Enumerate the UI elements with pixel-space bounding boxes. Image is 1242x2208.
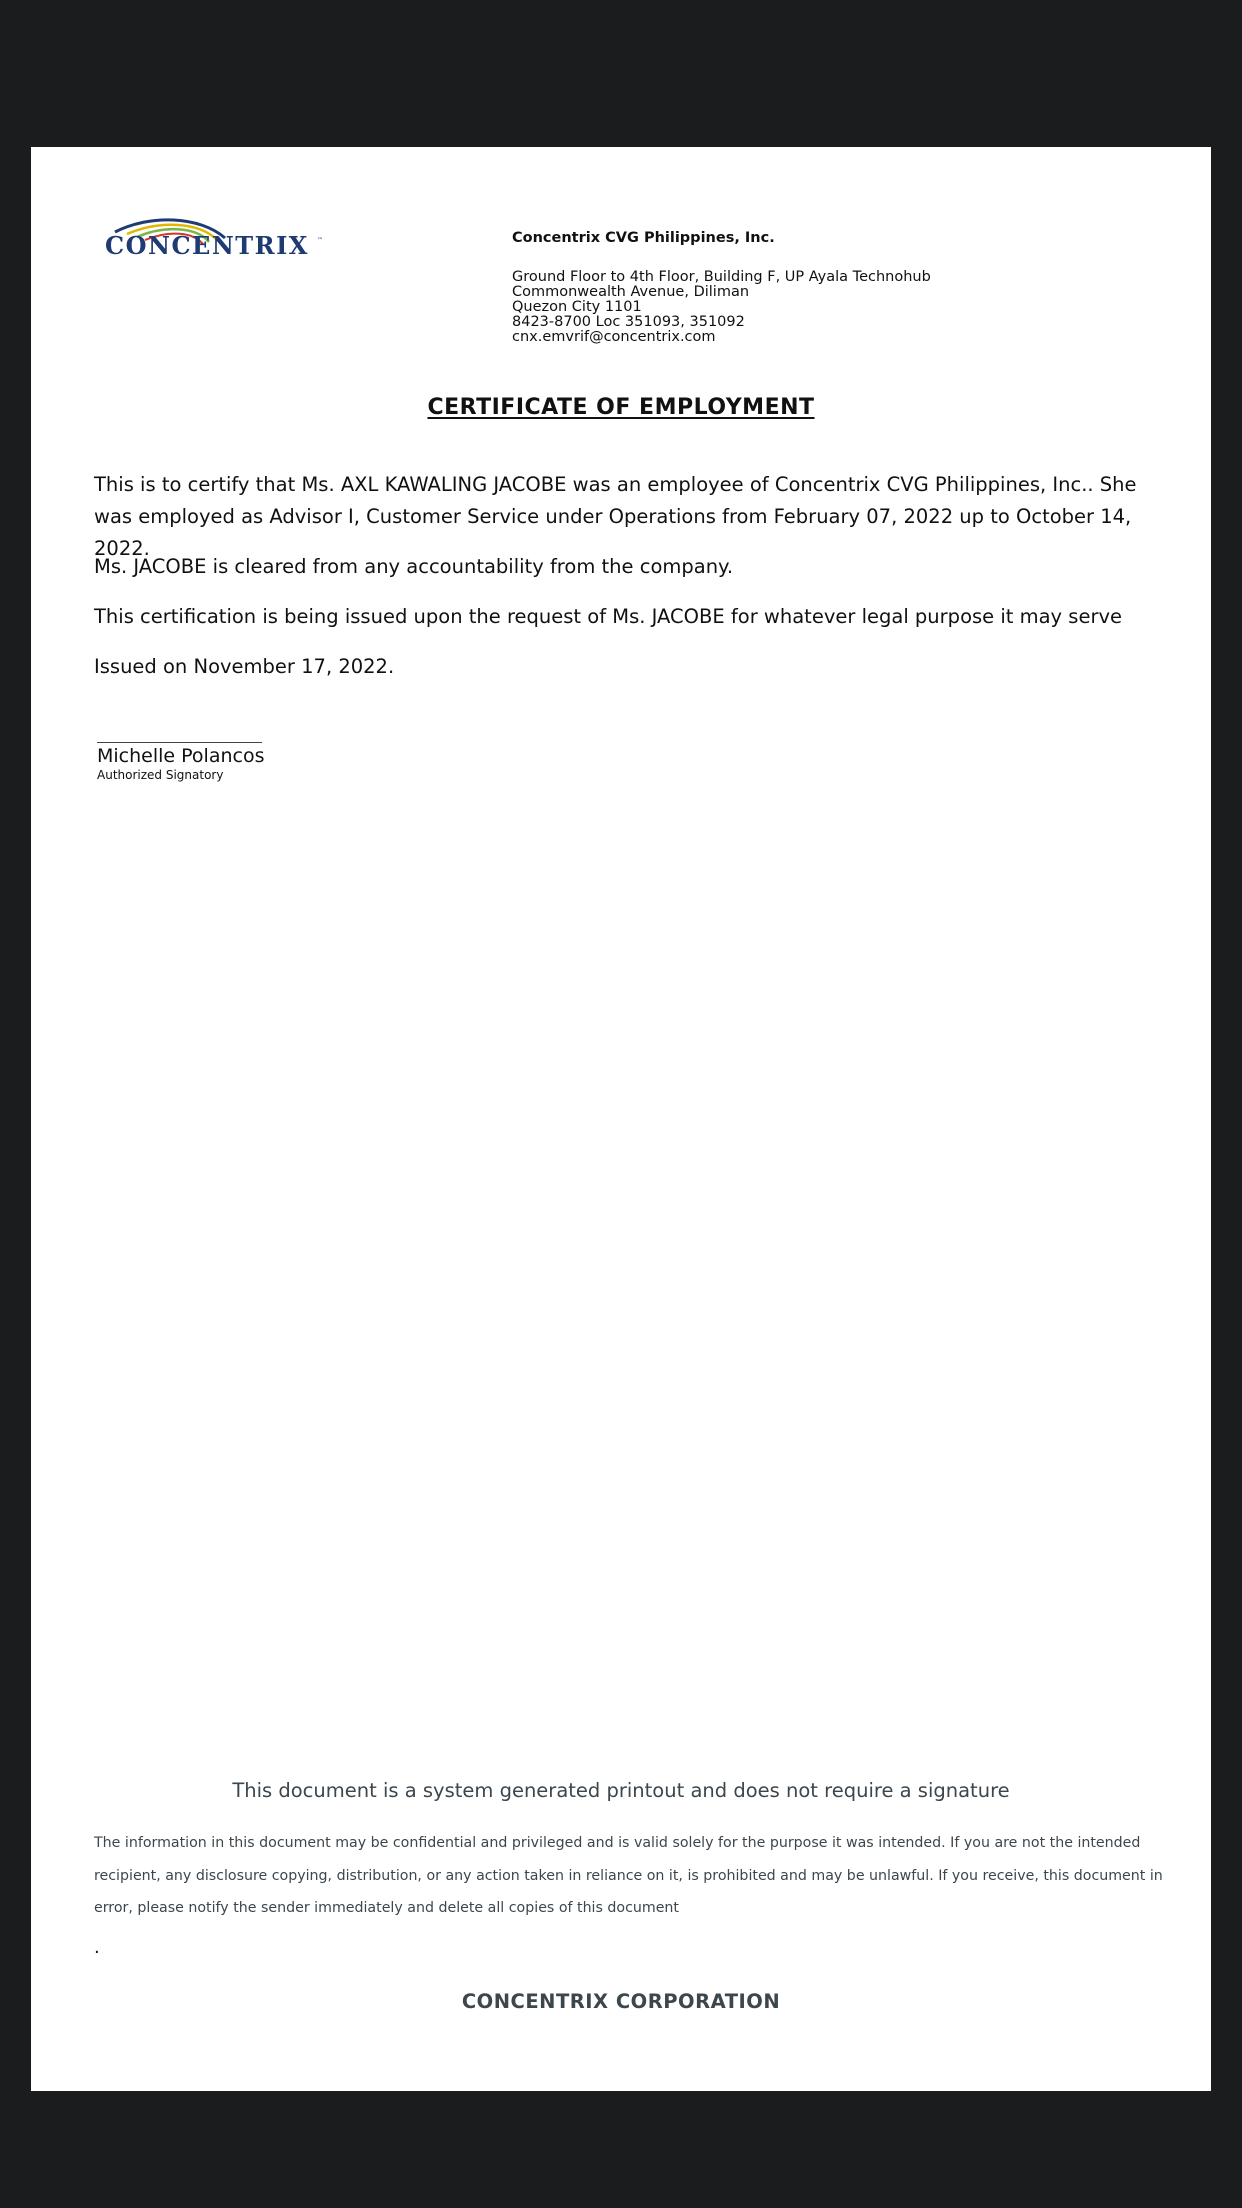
svg-text:™: ™ bbox=[317, 237, 323, 244]
corporation-name: CONCENTRIX CORPORATION bbox=[461, 1990, 781, 2013]
issued-date: Issued on November 17, 2022. bbox=[94, 655, 395, 678]
certification-paragraph: This is to certify that Ms. AXL KAWALING JACOBE was an employee of Concentrix CVG Philippines, Inc.. She was employed as Advisor I, Customer Service under Operations from February 07, 2022 up to October 14, 2022. bbox=[94, 473, 1137, 560]
address-line-2: Commonwealth Avenue, Diliman bbox=[512, 284, 750, 300]
signature-line bbox=[97, 742, 262, 743]
signatory-name: Michelle Polancos bbox=[97, 745, 265, 767]
address-line-1: Ground Floor to 4th Floor, Building F, UP Ayala Technohub bbox=[512, 269, 931, 285]
logo-wordmark: CONCENTRIX bbox=[105, 231, 309, 260]
company-info bbox=[512, 231, 931, 345]
purpose-paragraph: This certification is being issued upon the request of Ms. JACOBE for whatever legal purpose it may serve bbox=[94, 605, 1123, 628]
company-name: Concentrix CVG Philippines, Inc. bbox=[512, 230, 775, 246]
concentrix-logo bbox=[105, 212, 325, 260]
signatory-title: Authorized Signatory bbox=[97, 768, 224, 782]
confidentiality-disclaimer: The information in this document may be confidential and privileged and is valid solely for the purpose it was intended. If you are not the intended recipient, any disclosure copying, distribution, or any action taken in reliance on it, is prohibited and may be unlawful. If you receive, this document in error, please notify the sender immediately and delete all copies of this document bbox=[94, 1835, 1163, 1916]
email-line: cnx.emvrif@concentrix.com bbox=[512, 329, 716, 345]
address-line-3: Quezon City 1101 bbox=[512, 299, 642, 315]
document-page bbox=[31, 147, 1211, 2091]
clearance-paragraph: Ms. JACOBE is cleared from any accountability from the company. bbox=[94, 555, 734, 578]
document-title bbox=[31, 395, 1211, 420]
phone-line: 8423-8700 Loc 351093, 351092 bbox=[512, 314, 745, 330]
footer-dot: . bbox=[94, 1937, 100, 1958]
system-generated-notice: This document is a system generated printout and does not require a signature bbox=[232, 1779, 1010, 1802]
signature-block bbox=[97, 742, 264, 783]
document-title-text: CERTIFICATE OF EMPLOYMENT bbox=[427, 395, 815, 420]
